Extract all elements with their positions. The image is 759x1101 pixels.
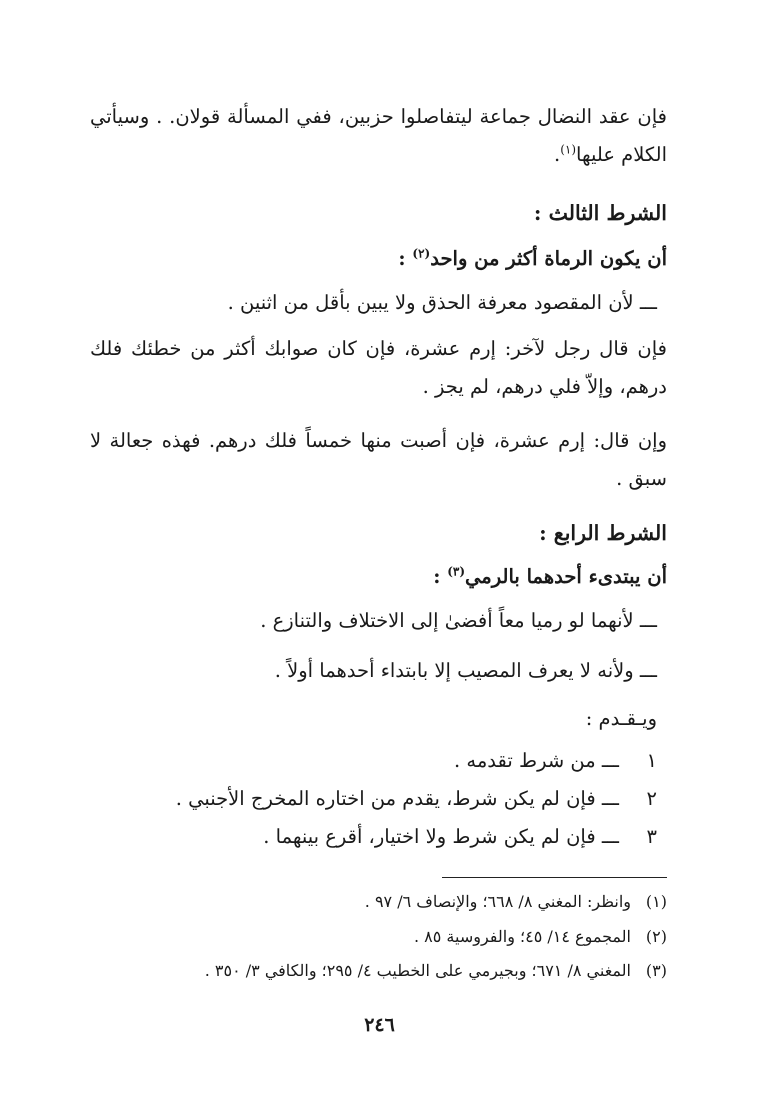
fourth-condition-reason-1: ـــ لأنهما لو رميا معاً أفضىٰ إلى الاختلاف والتنازع . <box>260 609 657 632</box>
footnote-ref-3[interactable]: (٣) <box>447 564 466 579</box>
paragraph-example-1: فإن قال رجل لآخر: إرم عشرة، فإن كان صوابك أكثر من خطئك فلك درهم، وإلاّ فلي درهم، لم يجز . <box>90 337 667 398</box>
precedence-list <box>90 742 667 856</box>
paragraph-nidal: فإن عقد النضال جماعة ليتفاصلوا حزبين، ففي المسألة قولان. . وسيأتي الكلام عليها$^{(١)}$. <box>90 105 667 166</box>
paragraph-example-2: وإن قال: إرم عشرة، فإن أصبت منها خمساً فلك درهم. فهذه جعالة لا سبق . <box>90 429 667 490</box>
list-item: ٣ ـــ فإن لم يكن شرط ولا اختيار، أقرع بينهما . <box>263 825 657 848</box>
third-condition-text: أن يكون الرماة أكثر من واحد$^{(٢)}$ : <box>398 246 667 270</box>
footnote-ref-1[interactable]: (١) <box>560 142 577 157</box>
page-number: ٢٤٦ <box>364 1014 395 1036</box>
list-item: ٢ ـــ فإن لم يكن شرط، يقدم من اختاره المخرج الأجنبي . <box>175 787 657 810</box>
heading-fourth-condition: الشرط الرابع : <box>539 521 667 545</box>
footnote-2: (٢)المجموع ١٤/ ٤٥؛ والفروسية ٨٥ . <box>413 927 667 946</box>
list-item: ١ ـــ من شرط تقدمه . <box>454 749 657 772</box>
fourth-condition-reason-2: ـــ ولأنه لا يعرف المصيب إلا بابتداء أحدهما أولاً . <box>274 659 657 682</box>
precedence-label: ويـقـدم : <box>585 707 657 730</box>
third-condition-reason: ـــ لأن المقصود معرفة الحذق ولا يبين بأقل من اثنين . <box>227 291 657 314</box>
footnote-divider <box>442 877 667 878</box>
fourth-condition-text: أن يبتدىء أحدهما بالرمي$^{(٣)}$ : <box>433 564 667 588</box>
footnote-ref-2[interactable]: (٢) <box>412 246 431 261</box>
footnote-3: (٣)المغني ٨/ ٦٧١؛ وبجيرمي على الخطيب ٤/ ٢٩٥؛ والكافي ٣/ ٣٥٠ . <box>204 961 667 980</box>
footnote-1: (١)وانظر: المغني ٨/ ٦٦٨؛ والإنصاف ٦/ ٩٧ . <box>364 892 667 911</box>
heading-third-condition: الشرط الثالث : <box>533 201 667 225</box>
